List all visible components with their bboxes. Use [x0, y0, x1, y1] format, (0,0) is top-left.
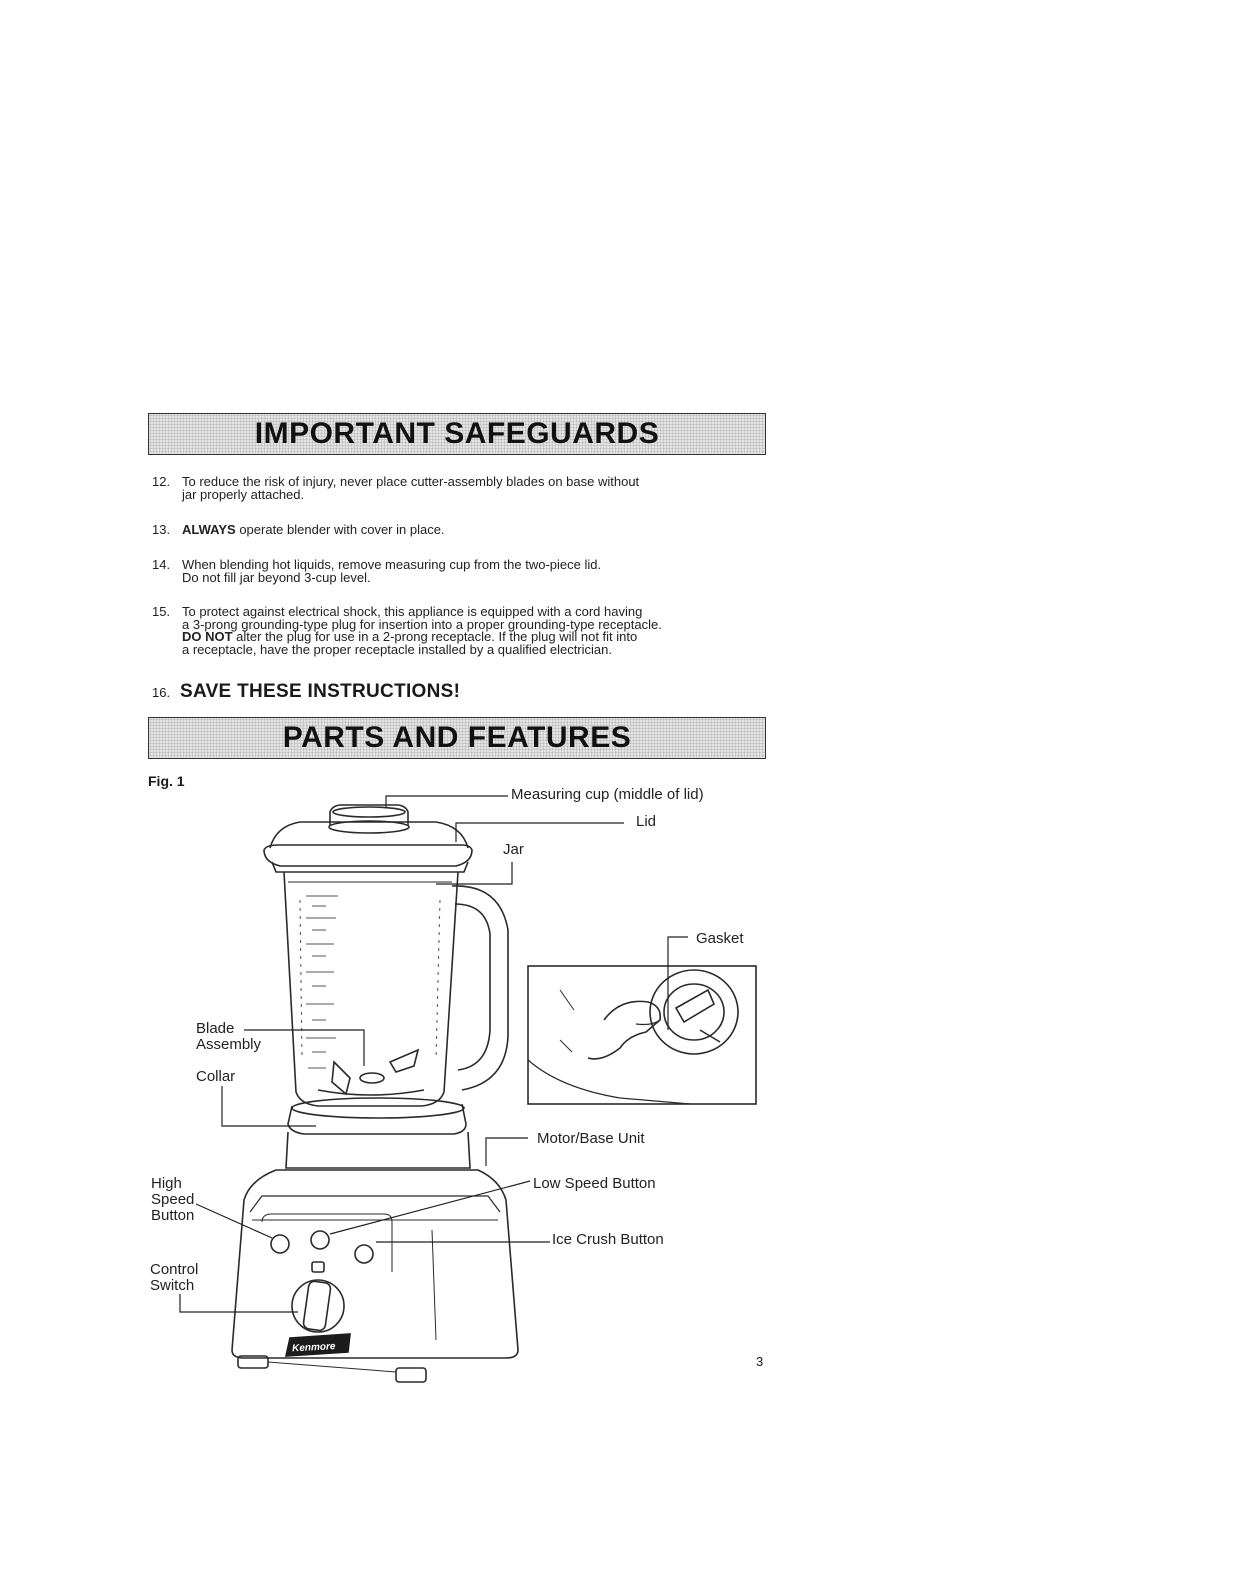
- callout-measuring-cup: Measuring cup (middle of lid): [511, 786, 704, 803]
- item-text-line: jar properly attached.: [182, 486, 305, 502]
- motor-base-unit: [232, 1132, 518, 1382]
- item-text-line: To reduce the risk of injury, never place cutter-assembly blades on base without: [182, 474, 640, 489]
- callout-collar: Collar: [196, 1068, 236, 1085]
- callout-ice-crush: Ice Crush Button: [552, 1231, 664, 1248]
- safeguards-title: IMPORTANT SAFEGUARDS: [254, 417, 660, 450]
- low-speed-button: [311, 1231, 329, 1249]
- callout-gasket: Gasket: [696, 930, 744, 947]
- gasket-inset: [528, 966, 756, 1104]
- item-number: 16.: [152, 685, 171, 700]
- item-text: alter the plug for use in a 2-prong receptacle. If the plug will not fit into: [232, 629, 638, 644]
- callout-control-switch: Control Switch: [150, 1261, 199, 1294]
- item-text-line: a 3-prong grounding-type plug for insertion into a proper grounding-type receptacle.: [182, 616, 662, 632]
- callout-low-speed: Low Speed Button: [533, 1175, 656, 1192]
- item-number: 15.: [152, 604, 171, 619]
- item-text-line: When blending hot liquids, remove measuring cup from the two-piece lid.: [182, 557, 602, 572]
- blade-assembly: [318, 1050, 424, 1095]
- item-text-line: a receptacle, have the proper receptacle installed by a qualified electrician.: [182, 641, 612, 657]
- item-text-line: Do not fill jar beyond 3-cup level.: [182, 569, 371, 585]
- item-number: 14.: [152, 557, 171, 572]
- figure-label: Fig. 1: [148, 773, 185, 789]
- parts-title: PARTS AND FEATURES: [282, 721, 632, 754]
- control-switch: [292, 1262, 344, 1332]
- high-speed-button: [271, 1235, 289, 1253]
- lid: [264, 822, 472, 872]
- brand-plate-text: Kenmore: [291, 1341, 336, 1355]
- item-bold-lead: ALWAYS: [182, 522, 236, 537]
- callout-high-speed: High Speed Button: [151, 1175, 195, 1224]
- measuring-cup: [329, 805, 409, 833]
- item-text-line: To protect against electrical shock, this appliance is equipped with a cord having: [182, 604, 643, 619]
- page-number: 3: [756, 1354, 764, 1369]
- callout-blade-assembly: Blade Assembly: [196, 1020, 262, 1053]
- item-bold-lead: DO NOT: [182, 629, 233, 644]
- collar: [288, 1098, 466, 1134]
- save-instructions-text: SAVE THESE INSTRUCTIONS!: [180, 681, 461, 702]
- callout-lid: Lid: [636, 813, 657, 830]
- item-number: 12.: [152, 474, 171, 489]
- jar: [284, 872, 508, 1106]
- ice-crush-button: [355, 1245, 373, 1263]
- callout-jar: Jar: [503, 841, 524, 858]
- item-number: 13.: [152, 522, 171, 537]
- item-text: operate blender with cover in place.: [235, 522, 445, 537]
- callout-motor-base: Motor/Base Unit: [537, 1130, 645, 1147]
